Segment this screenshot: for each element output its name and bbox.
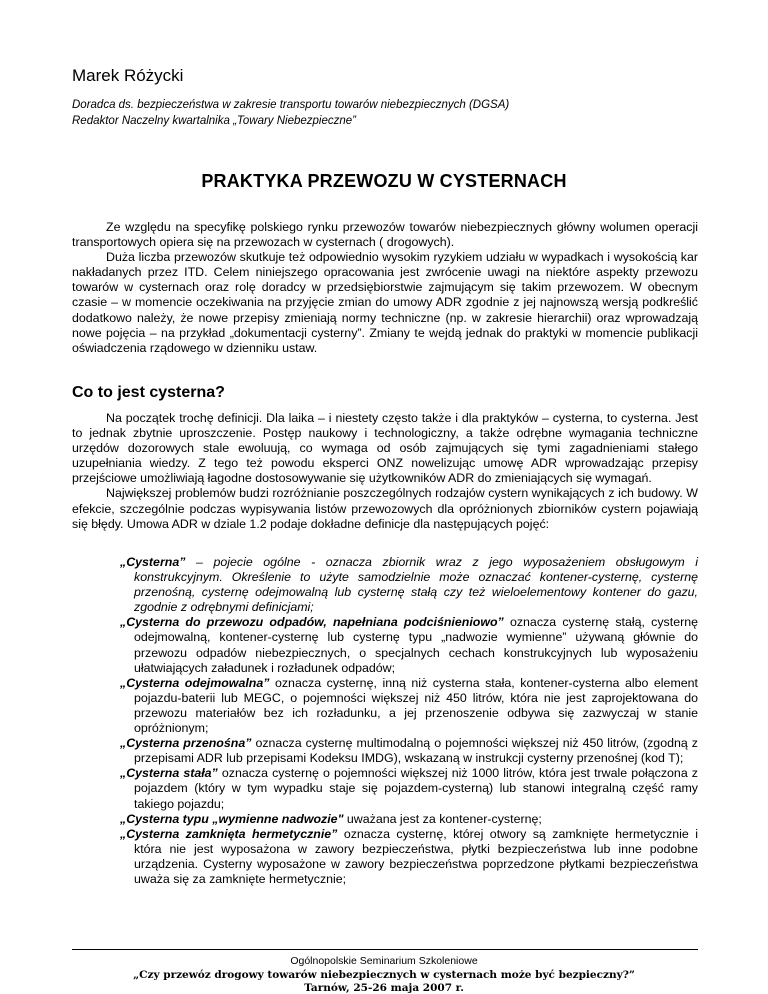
footer-seminar-name: Ogólnopolskie Seminarium Szkoleniowe <box>290 955 478 967</box>
affiliation-line-1: Doradca ds. bezpieczeństwa w zakresie transportu towarów niebezpiecznych (DGSA) <box>72 99 510 111</box>
definition-term: „Cysterna odejmowalna” <box>120 675 270 690</box>
definition-term: „Cysterna typu „wymienne nadwozie" <box>120 811 344 826</box>
definition-term: „Cysterna zamknięta hermetycznie” <box>120 826 338 841</box>
author-name: Marek Różycki <box>72 66 184 85</box>
section-paragraph-1: Na początek trochę definicji. Dla laika – i niestety często także i dla praktyków – cysterna, to cysterna. Jest to jednak zbytnie uproszczenie. Postęp naukowy i technologiczny, a także odrębne wymagania techniczne urzędów dozorowych stale ewoluują, co wymaga od osób zajmujących się tymi zagadnieniami stałego uzupełniania wiedzy. Z tego też powodu eksperci ONZ nowelizując umowę ADR wprowadzając przepisy przejściowe umożliwiają łagodne dostosowywanie się użytkowników ADR do zmieniających się wymagań. <box>72 411 698 486</box>
footer-seminar-date: Tarnów, 25-26 maja 2007 r. <box>304 982 464 994</box>
definition-term: „Cysterna do przewozu odpadów, napełniana podciśnieniowo” <box>120 615 504 630</box>
footer-seminar-title: „Czy przewóz drogowy towarów niebezpiecznych w cysternach może być bezpieczny?” <box>133 969 635 981</box>
definition-item <box>120 615 698 675</box>
intro-paragraph-1: Ze względu na specyfikę polskiego rynku przewozów towarów niebezpiecznych główny wolumen operacji transportowych opiera się na przewozach w cysternach ( drogowych). <box>72 220 698 250</box>
document-title: PRAKTYKA PRZEWOZU W CYSTERNACH <box>201 171 567 191</box>
intro-paragraph-2: Duża liczba przewozów skutkuje też odpowiednio wysokim ryzykiem udziału w wypadkach i wysokością kar nakładanych przez ITD. Celem niniejszego opracowania jest zwrócenie uwagi na niektóre aspekty przewozu towarów w cysternach oraz rolę doradcy w przedsiębiorstwie zajmującym się takim przewozem. W obecnym czasie – w momencie oczekiwania na przyjęcie zmian do umowy ADR zgodnie z jej najnowszą wersją podkreślić dodatkowo należy, że nowe przepisy zmieniają normy techniczne (np. w zakresie hierarchii) oraz wprowadzają nowe pojęcia – na przykład „dokumentacji cysterny”. Zmiany te wejdą jednak do praktyki w momencie publikacji oświadczenia rządowego w dzienniku ustaw. <box>72 250 698 355</box>
definition-text: uważana jest za kontener-cysternę; <box>343 811 542 826</box>
section-paragraph-2: Największej problemów budzi rozróżnianie poszczególnych rodzajów cystern wynikających z ich budowy. W efekcie, szczególnie podczas wypisywania listów przewozowych dla opróżnionych zbiorników cystern pojawiają się błędy. Umowa ADR w dziale 1.2 podaje dokładne definicje dla następujących pojęć: <box>72 486 698 531</box>
definitions-list <box>120 555 698 887</box>
definition-term: „Cysterna” <box>120 555 186 569</box>
author-affiliation <box>72 97 509 129</box>
definition-item <box>120 827 698 887</box>
definition-item <box>120 766 698 811</box>
definition-text: oznacza cysternę o pojemności większej niż 1000 litrów, która jest trwale połączona z pojazdem (który w tym wypadku staje się pojazdem-cysterną) lub stanowi integralną część ramy takiego pojazdu; <box>134 766 698 811</box>
affiliation-line-2: Redaktor Naczelny kwartalnika „Towary Niebezpieczne” <box>72 115 357 127</box>
definition-text: oznacza cysternę multimodalną o pojemności większej niż 450 litrów, (zgodną z przepisami ADR lub przepisami Kodeksu IMDG), wskazaną w instrukcji cysterny przenośnej (kod T); <box>134 736 698 766</box>
definition-item <box>120 736 698 766</box>
definition-text: oznacza cysternę, inną niż cysterna stała, kontener-cysterna albo element pojazdu-baterii lub MEGC, o pojemności większej niż 450 litrów, która nie jest zaprojektowana do przewozu materiałów bez ich rozładunku, a jej przenoszenie odbywa się zazwyczaj w stanie opróżnionym; <box>134 675 698 736</box>
definition-item <box>120 676 698 736</box>
definition-text: oznacza cysternę stałą, cysternę odejmowalną, kontener-cysternę lub cysternę typu „nadwozie wymienne” używaną głównie do przewozu odpadów niebezpiecznych, o specjalnych cechach konstrukcyjnych lub wyposażeniu ułatwiających załadunek i rozładunek odpadów; <box>134 615 698 675</box>
definition-text: – pojecie ogólne - oznacza zbiornik wraz z jego wyposażeniem obsługowym i konstrukcyjnym. Określenie to użyte samodzielnie może oznaczać kontener-cysternę, cysternę przenośną, cysternę odejmowalną lub cysternę stałą czy też wieloelementowy kontener do gazu, zgodnie z odrębnymi definicjami; <box>134 555 698 615</box>
footer-divider <box>72 949 698 950</box>
definition-term: „Cysterna stała” <box>120 766 218 781</box>
intro-section <box>72 220 698 356</box>
definition-item <box>120 555 698 615</box>
definition-text: oznacza cysternę, której otwory są zamknięte hermetycznie i która nie jest wyposażona w zawory bezpieczeństwa, płytki bezpieczeństwa lub inne podobne urządzenia. Cysterny wyposażone w zawory bezpieczeństwa poprzedzone płytkami bezpieczeństwa uważa się za zamknięte hermetycznie; <box>134 826 699 886</box>
section-heading: Co to jest cysterna? <box>72 384 225 401</box>
section-body <box>72 411 698 532</box>
definition-item <box>120 812 698 827</box>
definition-term: „Cysterna przenośna” <box>120 736 252 751</box>
